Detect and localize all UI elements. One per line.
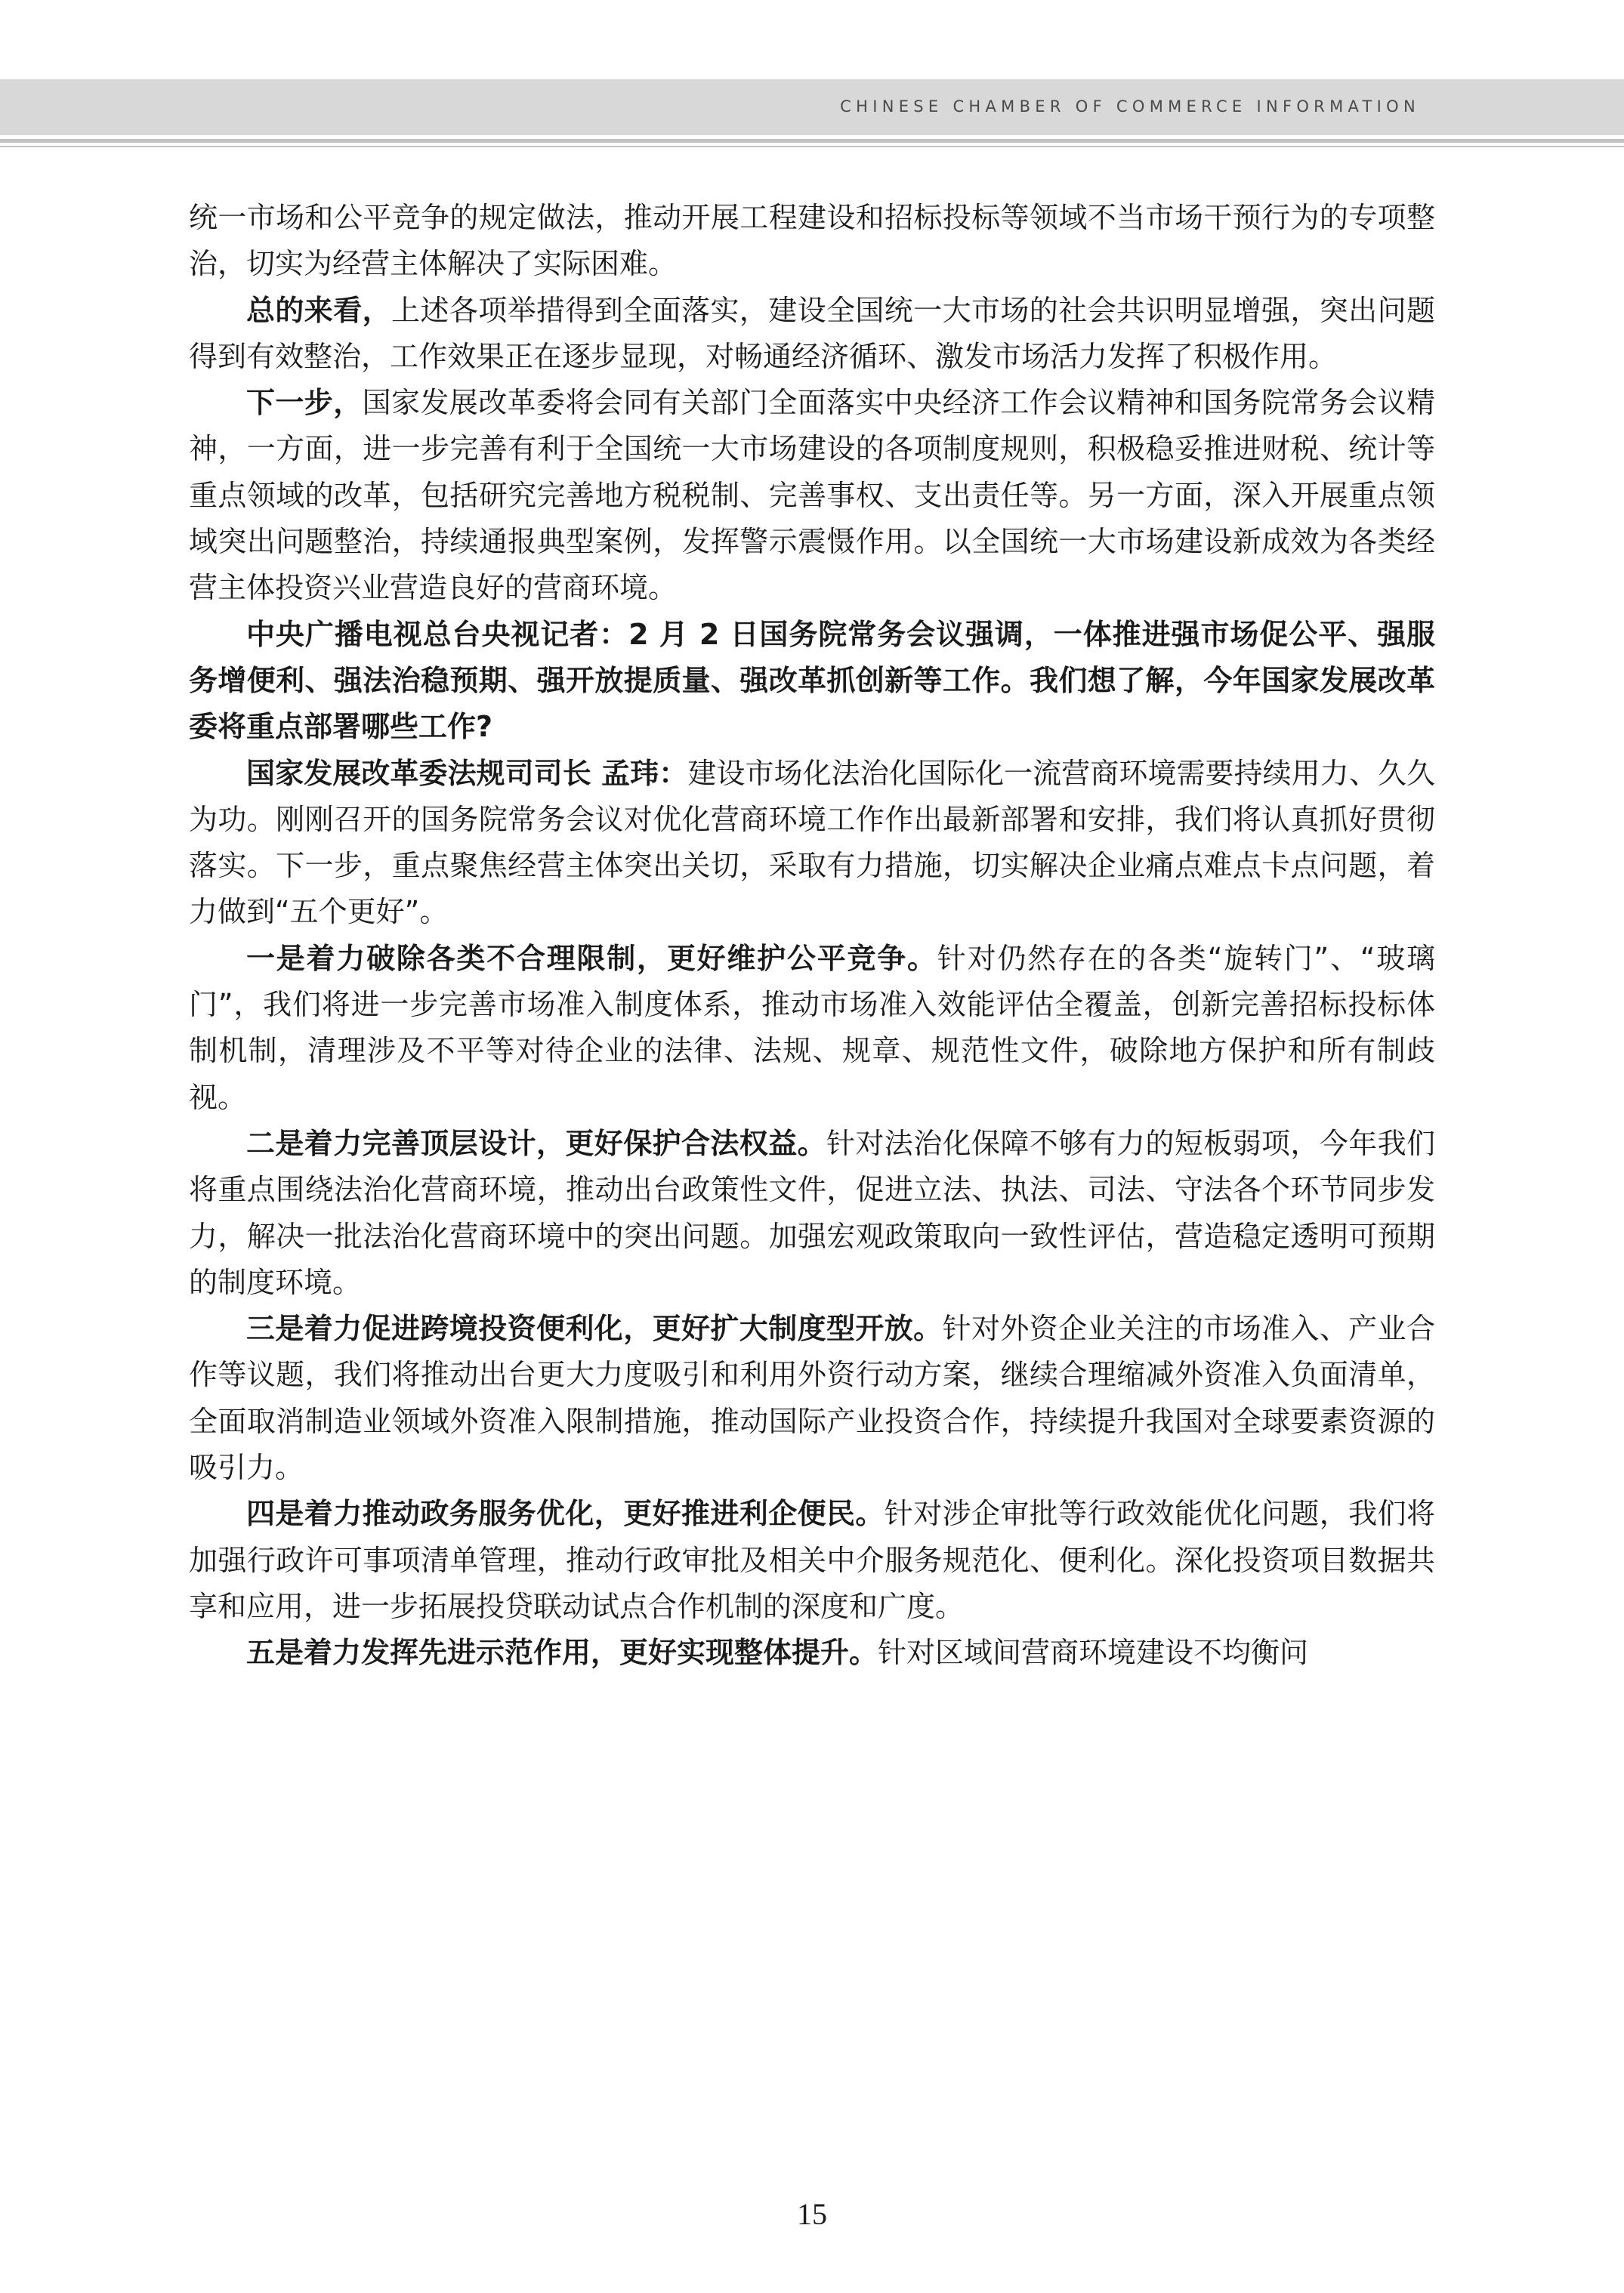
reporter-question	[189, 612, 1435, 751]
header-divider-thin	[0, 146, 1624, 147]
official-answer	[189, 751, 1435, 936]
paragraph-lead: 中央广播电视总台央视记者：2 月 2 日国务院常务会议强调，一体推进强市场促公平、强服务增便利、强法治稳预期、强开放提质量、强改革抓创新等工作。我们想了解，今年国家发展改革委将重点部署哪些工作?	[189, 617, 1435, 744]
paragraph-lead: 三是着力促进跨境投资便利化，更好扩大制度型开放。	[246, 1312, 943, 1346]
paragraph	[189, 380, 1435, 611]
paragraph-text: 针对法治化保障不够有力的短板弱项，今年我们将重点围绕法治化营商环境，推动出台政策性文件，促进立法、执法、司法、守法各个环节同步发力，解决一批法治化营商环境中的突出问题。加强宏观政策取向一致性评估，营造稳定透明可预期的制度环境。	[189, 1126, 1435, 1299]
paragraph	[189, 1121, 1435, 1306]
page-number: 15	[797, 2197, 827, 2231]
paragraph	[189, 1491, 1435, 1630]
paragraph-text: 针对区域间营商环境建设不均衡问	[878, 1636, 1309, 1670]
paragraph-text: 国家发展改革委将会同有关部门全面落实中央经济工作会议精神和国务院常务会议精神，一方面，进一步完善有利于全国统一大市场建设的各项制度规则，积极稳妥推进财税、统计等重点领域的改革，包括研究完善地方税税制、完善事权、支出责任等。另一方面，深入开展重点领域突出问题整治，持续通报典型案例，发挥警示震慑作用。以全国统一大市场建设新成效为各类经营主体投资兴业营造良好的营商环境。	[189, 386, 1435, 605]
paragraph	[189, 936, 1435, 1121]
header-divider	[0, 139, 1624, 143]
paragraph-text: 针对外资企业关注的市场准入、产业合作等议题，我们将推动出台更大力度吸引和利用外资行动方案，继续合理缩减外资准入负面清单，全面取消制造业领域外资准入限制措施，推动国际产业投资合作，持续提升我国对全球要素资源的吸引力。	[189, 1312, 1435, 1485]
paragraph-text: 针对仍然存在的各类“旋转门”、“玻璃门”，我们将进一步完善市场准入制度体系，推动市场准入效能评估全覆盖，创新完善招标投标体制机制，清理涉及不平等对待企业的法律、法规、规章、规范性文件，破除地方保护和所有制歧视。	[189, 941, 1435, 1114]
article-body	[189, 195, 1435, 1677]
paragraph-text: 针对涉企审批等行政效能优化问题，我们将加强行政许可事项清单管理，推动行政审批及相关中介服务规范化、便利化。深化投资项目数据共享和应用，进一步拓展投贷联动试点合作机制的深度和广度。	[189, 1497, 1435, 1623]
paragraph-lead: 四是着力推动政务服务优化，更好推进利企便民。	[246, 1497, 885, 1531]
paragraph-text: 统一市场和公平竞争的规定做法，推动开展工程建设和招标投标等领域不当市场干预行为的专项整治，切实为经营主体解决了实际困难。	[189, 201, 1435, 281]
paragraph-lead: 国家发展改革委法规司司长 孟玮：	[246, 756, 688, 790]
paragraph-text: 上述各项举措得到全面落实，建设全国统一大市场的社会共识明显增强，突出问题得到有效整治，工作效果正在逐步显现，对畅通经济循环、激发市场活力发挥了积极作用。	[189, 293, 1435, 373]
paragraph-text: 建设市场化法治化国际化一流营商环境需要持续用力、久久为功。刚刚召开的国务院常务会议对优化营商环境工作作出最新部署和安排，我们将认真抓好贯彻落实。下一步，重点聚焦经营主体突出关切，采取有力措施，切实解决企业痛点难点卡点问题，着力做到“五个更好”。	[189, 756, 1435, 929]
paragraph	[189, 1630, 1435, 1676]
paragraph	[189, 195, 1435, 288]
paragraph	[189, 288, 1435, 381]
paragraph-lead: 一是着力破除各类不合理限制，更好维护公平竞争。	[246, 941, 937, 975]
header-title: CHINESE CHAMBER OF COMMERCE INFORMATION	[840, 97, 1420, 116]
paragraph-lead: 五是着力发挥先进示范作用，更好实现整体提升。	[246, 1636, 878, 1670]
paragraph-lead: 总的来看，	[246, 293, 391, 327]
paragraph-lead: 下一步，	[246, 386, 363, 420]
paragraph	[189, 1306, 1435, 1491]
paragraph-lead: 二是着力完善顶层设计，更好保护合法权益。	[246, 1126, 826, 1160]
